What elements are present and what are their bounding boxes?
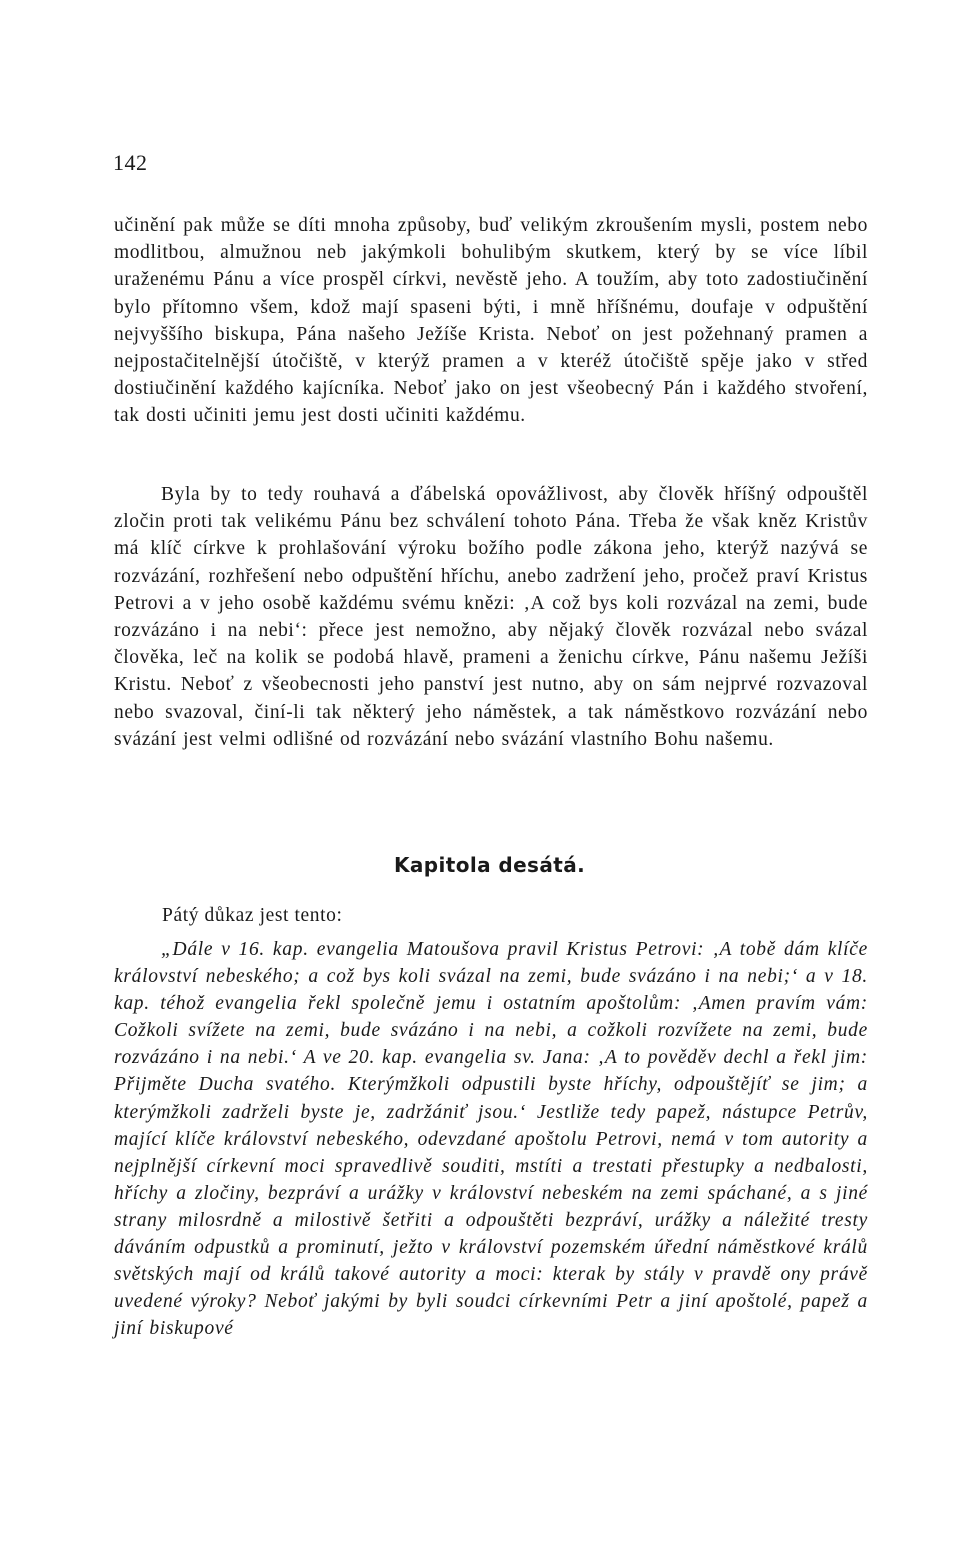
- scripture-quote: [114, 936, 868, 1342]
- quote-text: „Dále v 16. kap. evangelia Matoušova pravil Kristus Petrovi: ‚A tobě dám klíče království nebeského; a což bys koli svázal na zemi, bude svázáno i na nebi;‘ a v 18. kap. téhož evangelia řekl společně jemu i ostatním apoštolům: ‚Amen pravím vám: Cožkoli svížete na zemi, bude svázáno i na nebi, a cožkoli rozvížete na zemi, bude rozvázáno i na nebi.‘ A ve 20. kap. evangelia sv. Jana: ‚A to pověděv dechl a řekl jim: Přijměte Ducha svatého. Kterýmžkoli odpustili byste hříchy, odpouštějíť se jim; a kterýmžkoli zadrželi byste je, zadržániť jsou.‘ Jestliže tedy papež, nástupce Petrův, mající klíče království nebeského, odevzdané apoštolu Petrovi, nemá v tom autority a nejplnější církevní moci spravedlivě souditi, mstíti a trestati přestupky a nedbalosti, hříchy a zločiny, bezpráví a urážky v království nebeském na zemi spáchané, a s jiné strany milosrdně a milostivě šetřiti a odpouštěti bezpráví, urážky a náležité tresty dáváním odpustků a prominutí, ježto v království pozemském úřední náměstkové králů světských mají od králů takové autority a moci: kterak by stály v pravdě ony právě uvedené výroky? Neboť jakými by byli soudci církevními Petr a jiní apoštolé, papež a jiní biskupové: [114, 939, 868, 1340]
- page-number: 142: [113, 150, 148, 175]
- paragraph-text: Byla by to tedy rouhavá a ďábelská opovážlivost, aby člověk hříšný odpouštěl zločin proti tak velikému Pánu bez schválení tohoto Pána. Třeba že však kněz Kristův má klíč církve k prohlašování výroku božího podle zákona jeho, kterýž nazývá se rozvázání, rozhřešení nebo odpuštění hříchu, anebo zadržení jeho, pročež praví Kristus Petrovi a v jeho osobě každému svému knězi: ‚A což bys koli rozvázal na zemi, bude rozvázáno i na nebi‘: přece jest nemožno, aby nějaký člověk rozvázal nebo svázal člověka, leč na kolik se podobá hlavě, prameni a ženichu církve, Pánu našemu Ježíši Kristu. Neboť z všeobecnosti jeho panství jest nutno, aby on sám nejprvé rozvazoval nebo svazoval, činí-li tak některý jeho náměstek, a tak náměstkovo rozvázání nebo svázání jest velmi odlišné od rozvázání nebo svázání vlastního Bohu našemu.: [114, 484, 868, 750]
- proof-intro: Pátý důkaz jest tento:: [162, 905, 343, 926]
- paragraph-second: [114, 481, 868, 753]
- paragraph-continuation: [114, 212, 868, 430]
- paragraph-text: učinění pak může se díti mnoha způsoby, buď velikým zkroušením mysli, postem nebo modlitbou, almužnou neb jakýmkoli bohulibým skutkem, který by se více líbil uraženému Pánu a více prospěl církvi, nevěstě jeho. A toužím, aby toto zadostiučinění bylo přítomno všem, kdož mají spaseni býti, i mně hříšnému, doufaje v odpuštění nejvyššího biskupa, Pána našeho Ježíše Krista. Neboť on jest požehnaný pramen a nejpostačitelnější útočiště, v kterýž pramen a v kteréž útočiště spěje jako v střed dostiučinění každého kajícníka. Neboť jako on jest všeobecný Pán i každého stvoření, tak dosti učiniti jemu jest dosti učiniti každému.: [114, 215, 868, 427]
- chapter-heading: Kapitola desátá.: [394, 853, 586, 877]
